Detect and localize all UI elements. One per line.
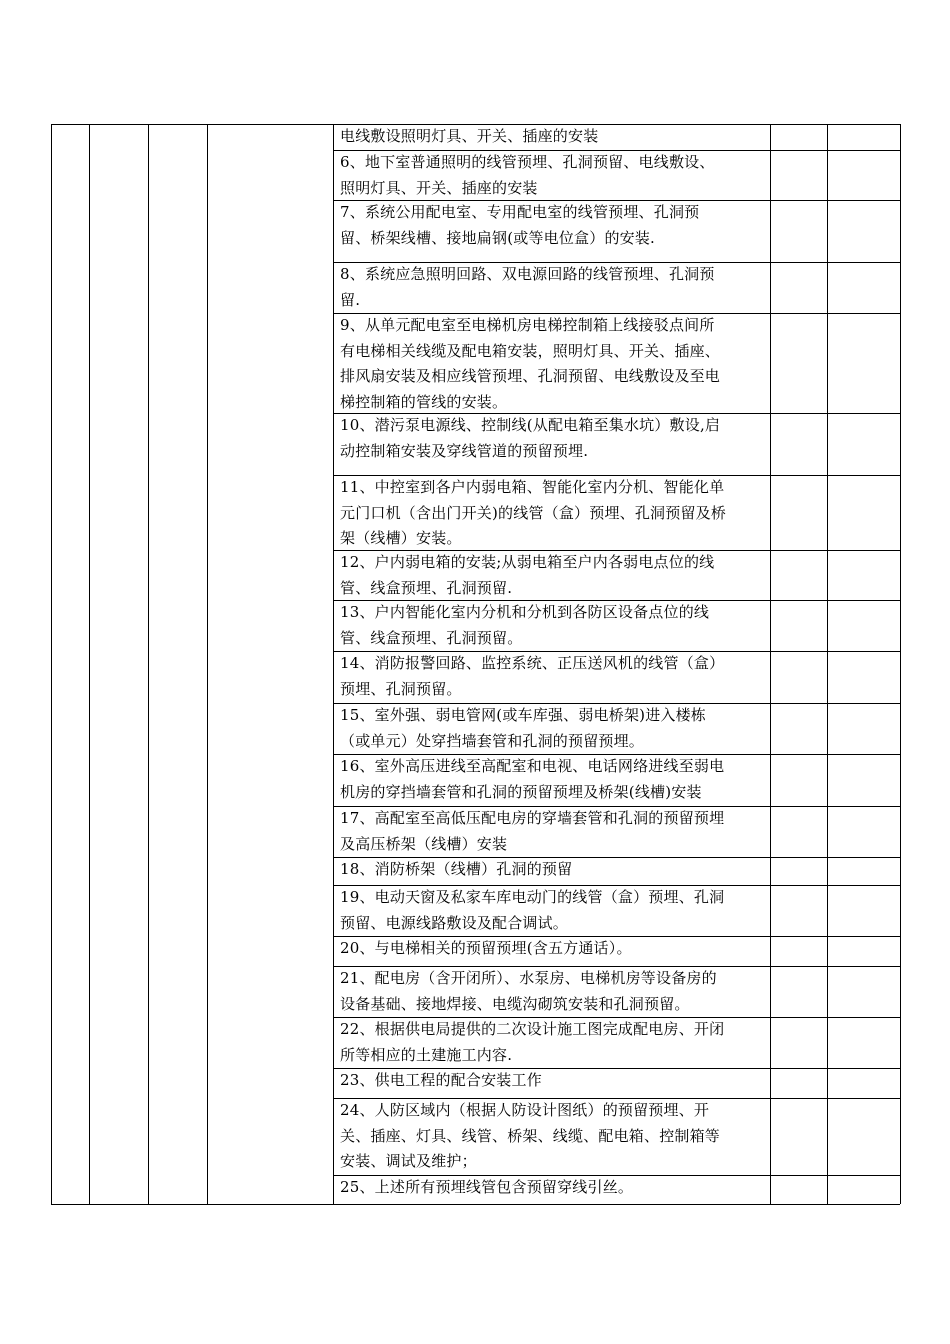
table-cell-line: 元门口机（含出门开关)的线管（盒）预埋、孔洞预留及桥 bbox=[340, 503, 727, 522]
table-row-content bbox=[340, 1098, 768, 1175]
table-row-content bbox=[340, 857, 768, 883]
table-row-content bbox=[340, 124, 768, 150]
table-cell-line: 照明灯具、开关、插座的安装 bbox=[340, 178, 538, 197]
table-row-content bbox=[340, 150, 768, 201]
table-column-border bbox=[333, 124, 334, 1204]
table-column-border bbox=[148, 124, 149, 1204]
table-cell-line: 25、上述所有预埋线管包含预留穿线引丝。 bbox=[340, 1178, 634, 1196]
table-cell-line: 10、潜污泵电源线、控制线(从配电箱至集水坑）敷设,启 bbox=[340, 416, 721, 434]
table-cell-line: 11、中控室到各户内弱电箱、智能化室内分机、智能化单 bbox=[340, 478, 725, 496]
table-cell-line: （或单元）处穿挡墙套管和孔洞的预留预埋。 bbox=[340, 731, 645, 750]
table-cell-line: 20、与电梯相关的预留预埋(含五方通话）。 bbox=[340, 939, 632, 957]
table-cell-line: 所等相应的土建施工内容. bbox=[340, 1045, 513, 1064]
table-cell-line: 电线敷设照明灯具、开关、插座的安装 bbox=[340, 127, 599, 145]
table-cell-line: 管、线盒预埋、孔洞预留. bbox=[340, 578, 513, 597]
table-cell-line: 动控制箱安装及穿线管道的预留预埋. bbox=[340, 441, 589, 460]
table-column-border bbox=[827, 124, 828, 1204]
table-cell-line: 预埋、孔洞预留。 bbox=[340, 679, 462, 698]
table-column-border bbox=[51, 124, 52, 1204]
table-cell-line: 12、户内弱电箱的安装;从弱电箱至户内各弱电点位的线 bbox=[340, 553, 715, 571]
table-row-content bbox=[340, 806, 768, 857]
table-cell-line: 留、桥架线槽、接地扁钢(或等电位盒）的安装. bbox=[340, 228, 656, 247]
table-row-content bbox=[340, 475, 768, 552]
table-row-content bbox=[340, 966, 768, 1017]
table-cell-line: 16、室外高压进线至高配室和电视、电话网络进线至弱电 bbox=[340, 757, 725, 775]
table-cell-line: 安装、调试及维护； bbox=[340, 1152, 477, 1170]
table-cell-line: 有电梯相关线缆及配电箱安装，照明灯具、开关、插座、 bbox=[340, 341, 721, 360]
table-outer-border bbox=[51, 1204, 900, 1205]
table-cell-line: 留. bbox=[340, 290, 361, 309]
table-column-border bbox=[207, 124, 208, 1204]
table-row-content bbox=[340, 1068, 768, 1094]
table-cell-line: 梯控制箱的管线的安装。 bbox=[340, 392, 508, 411]
table-cell-line: 设备基础、接地焊接、电缆沟砌筑安装和孔洞预留。 bbox=[340, 994, 690, 1013]
table-row-content bbox=[340, 936, 768, 962]
table-column-border bbox=[89, 124, 90, 1204]
table-cell-line: 6、地下室普通照明的线管预埋、孔洞预留、电线敷设、 bbox=[340, 153, 715, 171]
table-row-content bbox=[340, 550, 768, 601]
table-cell-line: 18、消防桥架（线槽）孔洞的预留 bbox=[340, 860, 573, 878]
table-row-content bbox=[340, 262, 768, 313]
table-cell-line: 及高压桥架（线槽）安装 bbox=[340, 834, 508, 853]
table-cell-line: 19、电动天窗及私家车库电动门的线管（盒）预埋、孔洞 bbox=[340, 888, 725, 906]
table-cell-line: 机房的穿挡墙套管和孔洞的预留预埋及桥架(线槽)安装 bbox=[340, 782, 702, 801]
table-column-border bbox=[900, 124, 901, 1204]
table-row-content bbox=[340, 754, 768, 805]
table-cell-line: 预留、电源线路敷设及配合调试。 bbox=[340, 913, 569, 932]
table-row-content bbox=[340, 200, 768, 251]
table-cell-line: 21、配电房（含开闭所）、水泵房、电梯机房等设备房的 bbox=[340, 969, 717, 987]
table-cell-line: 14、消防报警回路、监控系统、正压送风机的线管（盒） bbox=[340, 654, 725, 672]
table-column-border bbox=[770, 124, 771, 1204]
table-cell-line: 关、插座、灯具、线管、桥架、线缆、配电箱、控制箱等 bbox=[340, 1126, 721, 1145]
table-cell-line: 管、线盒预埋、孔洞预留。 bbox=[340, 628, 523, 647]
table-row-content bbox=[340, 1017, 768, 1068]
table-cell-line: 15、室外强、弱电管网(或车库强、弱电桥架)进入楼栋 bbox=[340, 706, 706, 724]
table-cell-line: 13、户内智能化室内分机和分机到各防区设备点位的线 bbox=[340, 603, 710, 621]
table-row-content bbox=[340, 600, 768, 651]
table-cell-line: 排风扇安装及相应线管预埋、孔洞预留、电线敷设及至电 bbox=[340, 367, 721, 385]
table-row-content bbox=[340, 1175, 768, 1201]
table-row-content bbox=[340, 885, 768, 936]
table-cell-line: 24、人防区域内（根据人防设计图纸）的预留预埋、开 bbox=[340, 1101, 710, 1119]
table-cell-line: 7、系统公用配电室、专用配电室的线管预埋、孔洞预 bbox=[340, 203, 700, 221]
table-row-content bbox=[340, 651, 768, 702]
table-cell-line: 17、高配室至高低压配电房的穿墙套管和孔洞的预留预埋 bbox=[340, 809, 725, 827]
table-row-content bbox=[340, 413, 768, 464]
table-row-content bbox=[340, 313, 768, 415]
table-cell-line: 架（线槽）安装。 bbox=[340, 529, 462, 547]
table-cell-line: 22、根据供电局提供的二次设计施工图完成配电房、开闭 bbox=[340, 1020, 725, 1038]
table-row-content bbox=[340, 703, 768, 754]
table-cell-line: 8、系统应急照明回路、双电源回路的线管预埋、孔洞预 bbox=[340, 265, 715, 283]
table-cell-line: 23、供电工程的配合安装工作 bbox=[340, 1071, 542, 1089]
table-cell-line: 9、从单元配电室至电梯机房电梯控制箱上线接驳点间所 bbox=[340, 316, 715, 334]
